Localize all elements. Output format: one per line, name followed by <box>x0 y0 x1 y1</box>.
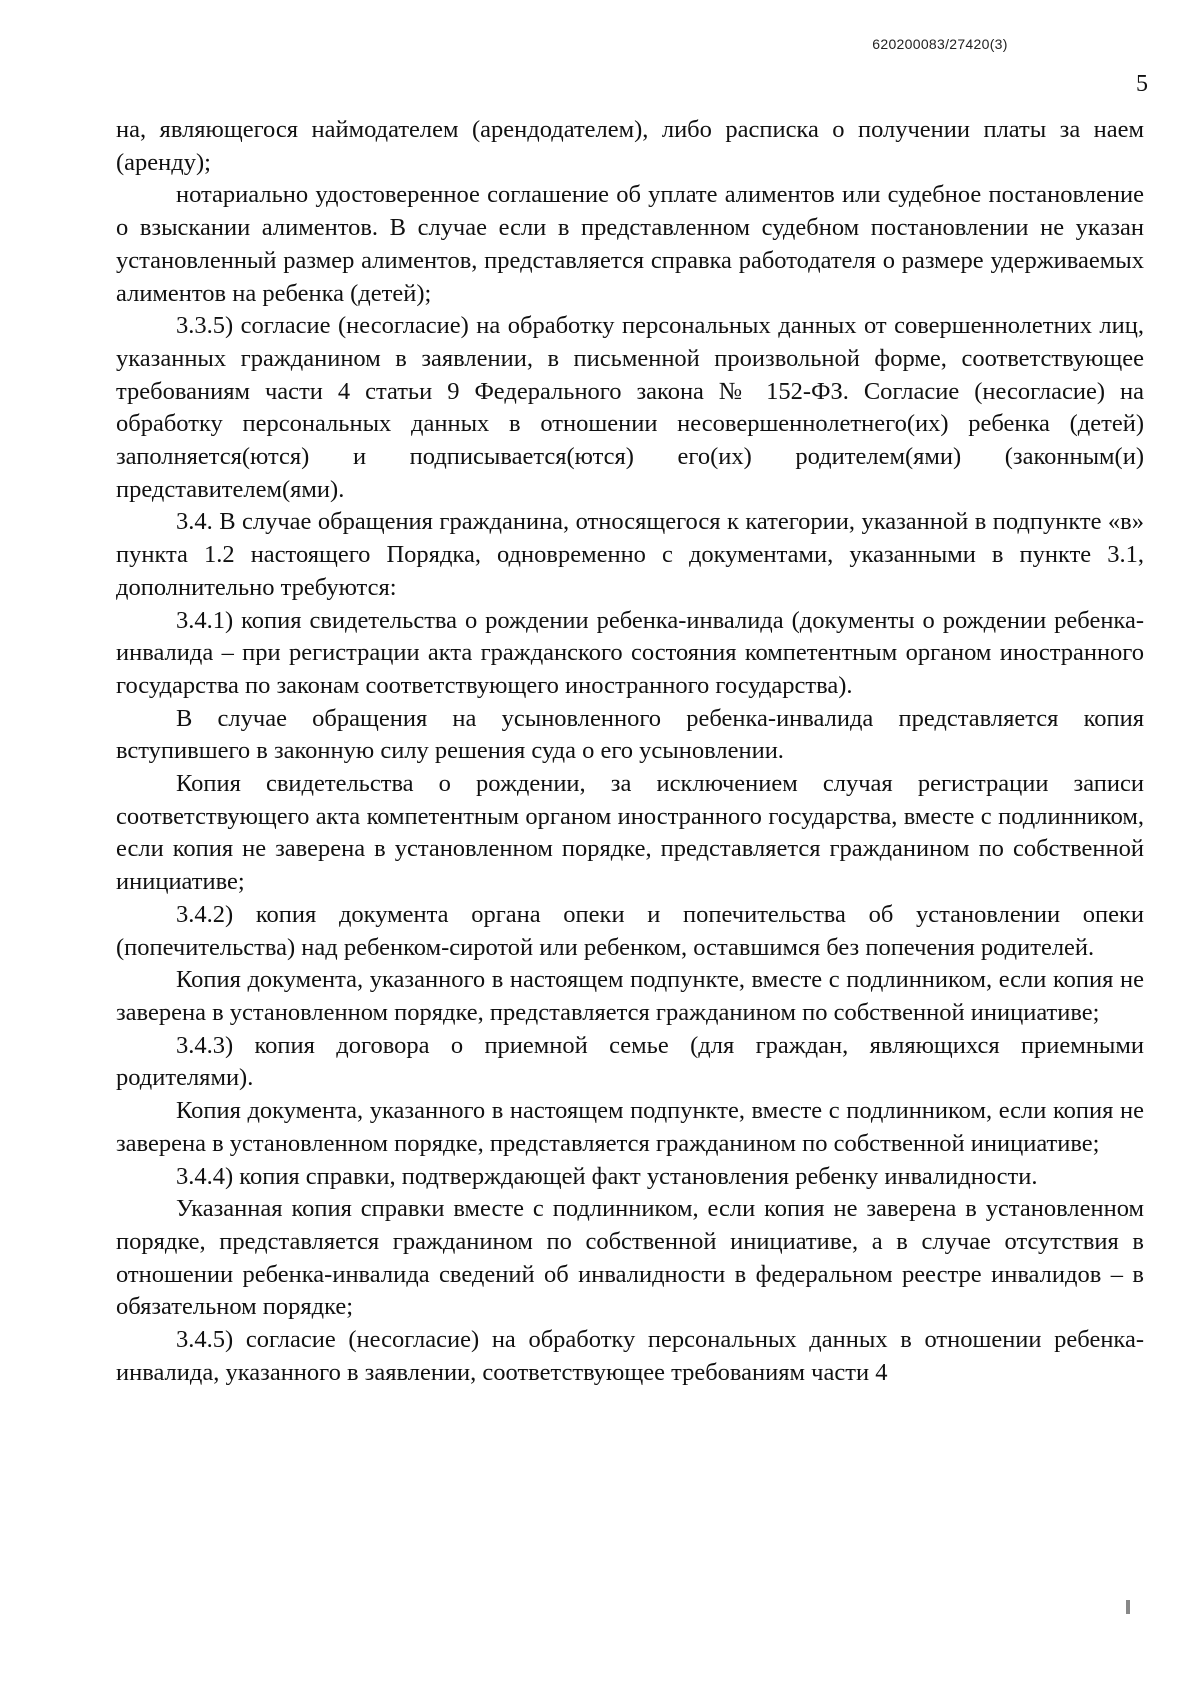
document-code: 620200083/27420(3) <box>872 36 1008 52</box>
paragraph-3-4-4: 3.4.4) копия справки, подтверждающей факт установления ребенку инвалидности. <box>176 1162 1038 1190</box>
paragraph-3-4: 3.4. В случае обращения гражданина, относящегося к категории, указанной в подпункте «в» пункта 1.2 настоящего Порядка, одновременно с документами, указанными в пункте 3.1, дополнительно требуются: <box>116 508 1144 601</box>
paragraph-3-4-2: 3.4.2) копия документа органа опеки и попечительства об установлении опеки (попечительства) над ребенком-сиротой или ребенком, оставшимся без попечения родителей. <box>116 900 1144 961</box>
paragraph-guardianship-copy: Копия документа, указанного в настоящем подпункте, вместе с подлинником, если копия не заверена в установленном порядке, представляется гражданином по собственной инициативе; <box>116 966 1144 1026</box>
page-number: 5 <box>1136 71 1148 97</box>
document-body <box>116 114 1144 1389</box>
paragraph-alimony-agreement: нотариально удостоверенное соглашение об уплате алиментов или судебное постановление о взыскании алиментов. В случае если в представленном судебном постановлении не указан установленный размер алиментов, представляется справка работодателя о размере удерживаемых алиментов на ребенка (детей); <box>116 181 1144 307</box>
paragraph-disability-certificate-copy: Указанная копия справки вместе с подлинником, если копия не заверена в установленном порядке, представляется гражданином по собственной инициативе, а в случае отсутствия в отношении ребенка-инвалида сведений об инвалидности в федеральном реестре инвалидов – в обязательном порядке; <box>116 1195 1144 1321</box>
scan-artifact <box>1126 1600 1130 1614</box>
paragraph-3-4-3: 3.4.3) копия договора о приемной семье (для граждан, являющихся приемными родителями). <box>116 1031 1144 1092</box>
paragraph-3-4-1: 3.4.1) копия свидетельства о рождении ребенка-инвалида (документы о рождении ребенка-инвалида – при регистрации акта гражданского состояния компетентным органом иностранного государства по законам соответствующего иностранного государства). <box>116 606 1144 699</box>
paragraph-foster-copy: Копия документа, указанного в настоящем подпункте, вместе с подлинником, если копия не заверена в установленном порядке, представляется гражданином по собственной инициативе; <box>116 1097 1144 1157</box>
paragraph-continuation: на, являющегося наймодателем (арендодателем), либо расписка о получении платы за наем (аренду); <box>116 116 1144 176</box>
paragraph-birth-certificate-copy: Копия свидетельства о рождении, за исключением случая регистрации записи соответствующего акта компетентным органом иностранного государства, вместе с подлинником, если копия не заверена в установленном порядке, представляется гражданином по собственной инициативе; <box>116 770 1144 896</box>
paragraph-3-3-5: 3.3.5) согласие (несогласие) на обработку персональных данных от совершеннолетних лиц, указанных гражданином в заявлении, в письменной произвольной форме, соответствующее требованиям части 4 статьи 9 Федерального закона № 152-ФЗ. Согласие (несогласие) на обработку персональных данных в отношении несовершеннолетнего(их) ребенка (детей) заполняется(ются) и подписывается(ются) его(их) родителем(ями) (законным(и) представителем(ями). <box>116 312 1144 503</box>
paragraph-3-4-5: 3.4.5) согласие (несогласие) на обработку персональных данных в отношении ребенка-инвалида, указанного в заявлении, соответствующее требованиям части 4 <box>116 1326 1144 1386</box>
paragraph-adoption: В случае обращения на усыновленного ребенка-инвалида представляется копия вступившего в законную силу решения суда о его усыновлении. <box>116 704 1144 765</box>
